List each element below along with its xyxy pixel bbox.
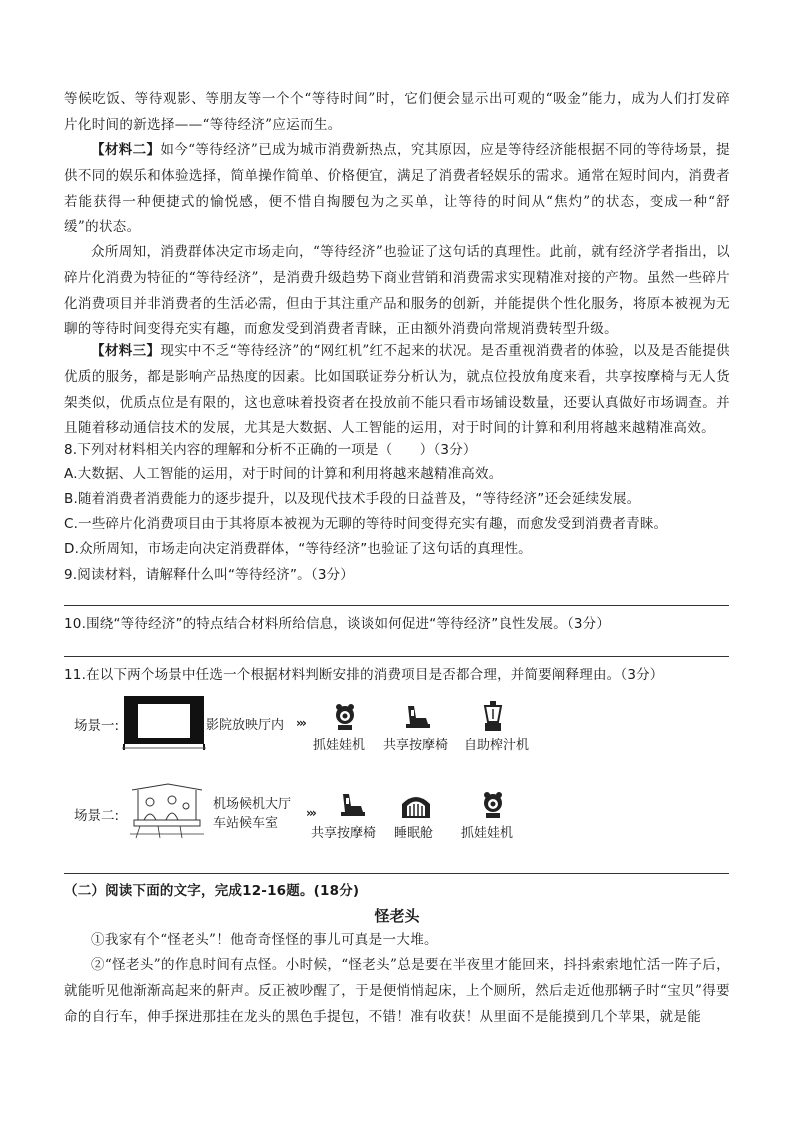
material1-tail-paragraph: 等候吃饭、等待观影、等朋友等一个个“等待时间”时，它们便会显示出可观的“吸金”能力，成为人们打发碎片化时间的新选择——“等待经济”应运而生。 [64, 91, 730, 133]
scene-2-place-line-1: 机场候机大厅 [213, 797, 292, 812]
scene-2-item-2: 睡眠舱 [394, 826, 434, 841]
sleep-capsule-icon [400, 792, 432, 820]
cinema-screen-icon [122, 694, 206, 752]
material2-paragraph-2: 众所周知，消费群体决定市场走向，“等待经济”也验证了这句话的真理性。此前，就有经济学者指出，以碎片化消费为特征的“等待经济”，是消费升级趋势下商业营销和消费需求实现精准对接的产物。虽然一些碎片化消费项目并非消费者的生活必需，但由于其注重产品和服务的创新，并能提供个性化服务，将原本被视为无聊的等待时间变得充实有趣，而愈发受到消费者青睐，正由额外消费向常规消费转型升级。 [64, 244, 730, 338]
question-8-option-b: B.随着消费者消费能力的逐步提升，以及现代技术手段的日益普及，“等待经济”还会延续发展。 [64, 491, 641, 507]
question-8-option-a: A.大数据、人工智能的运用，对于时间的计算和利用将越来越精准高效。 [64, 466, 503, 482]
scene-2-item-3: 抓娃娃机 [461, 826, 514, 841]
answer-line-10 [64, 656, 729, 657]
scene-1-item-3: 自助榨汁机 [464, 738, 530, 753]
claw-machine-icon [478, 790, 508, 820]
scene-1-item-1: 抓娃娃机 [313, 738, 366, 753]
question-8-option-d: D.众所周知，市场走向决定消费群体，“等待经济”也验证了这句话的真理性。 [64, 541, 532, 557]
massage-chair-icon [337, 792, 367, 820]
story-paragraph-1: ①我家有个“怪老头”！他奇奇怪怪的事儿可真是一大堆。 [91, 932, 438, 948]
scene-1-place: 影院放映厅内 [206, 718, 285, 733]
claw-machine-icon [330, 702, 360, 732]
scene-1-label: 场景一: [74, 718, 120, 734]
story-paragraph-2: ②“怪老头”的作息时间有点怪。小时候，“怪老头”总是要在半夜里才能回来，抖抖索索地忙活一阵子后，就能听见他渐渐高起来的鼾声。反正被吵醒了，于是便悄悄起床，上个厕所，然后走近他那辆子时“宝贝”得要命的自行车，伸手探进那挂在龙头的黑色手提包，不错！准有收获！从里面不是能摸到几个苹果，就是能 [64, 957, 730, 1025]
question-8-option-c: C.一些碎片化消费项目由于其将原本被视为无聊的等待时间变得充实有趣，而愈发受到消费者青睐。 [64, 516, 668, 532]
material3-p1-text: 现实中不乏“等待经济”的“网红机”红不起来的状况。是否重视消费者的体验，以及是否能提供优质的服务，都是影响产品热度的因素。比如国联证券分析认为，就点位投放角度来看，共享按摩椅与无人货架类似，优质点位是有限的，这也意味着投资者在投放前不能只看市场铺设数量，还要认真做好市场调查。并且随着移动通信技术的发展，尤其是大数据、人工智能的运用，对于时间的计算和利用将越来越精准高效。 [64, 343, 731, 437]
material2-p1-text: 如今“等待经济”已成为城市消费新热点，究其原因，应是等待经济能根据不同的等待场景，提供不同的娱乐和体验选择，简单操作简单、价格便宜，满足了消费者轻娱乐的需求。通常在短时间内，消费者若能获得一种便捷式的愉悦感，便不惜自掏腰包为之买单，让等待的时间从“焦灼”的状态，变成一种“舒缓”的状态。 [64, 142, 730, 236]
scene-2-label: 场景二: [74, 808, 120, 824]
question-10-stem: 10.围绕“等待经济”的特点结合材料所给信息，谈谈如何促进“等待经济”良性发展。（3分） [64, 616, 611, 632]
material2-paragraph-1 [64, 138, 730, 241]
question-11-stem: 11.在以下两个场景中任选一个根据材料判断安排的消费项目是否都合理，并简要阐释理由。（3分） [64, 667, 664, 683]
material3-tag: 【材料三】 [91, 343, 161, 359]
answer-line-9 [64, 605, 729, 606]
scene-1-item-2: 共享按摩椅 [383, 738, 449, 753]
question-8-stem: 8.下列对材料相关内容的理解和分析不正确的一项是（ ）（3分） [64, 442, 477, 458]
scene-2-item-1: 共享按摩椅 [311, 826, 377, 841]
answer-line-11 [64, 873, 729, 874]
waiting-room-sketch-icon [128, 780, 206, 840]
story-title: 怪老头 [374, 907, 420, 925]
massage-chair-icon [402, 704, 432, 732]
section-2-heading: （二）阅读下面的文字，完成12-16题。(18分) [64, 883, 360, 899]
material2-tag: 【材料二】 [91, 142, 161, 158]
juicer-icon [480, 700, 506, 732]
scene-2-arrow-icon: ››› [306, 806, 315, 820]
scene-2-place-line-2: 车站候车室 [213, 816, 279, 831]
scene-1-arrow-icon: ››› [296, 716, 305, 730]
question-9-stem: 9.阅读材料，请解释什么叫“等待经济”。（3分） [64, 567, 355, 583]
material3-paragraph [64, 339, 730, 442]
